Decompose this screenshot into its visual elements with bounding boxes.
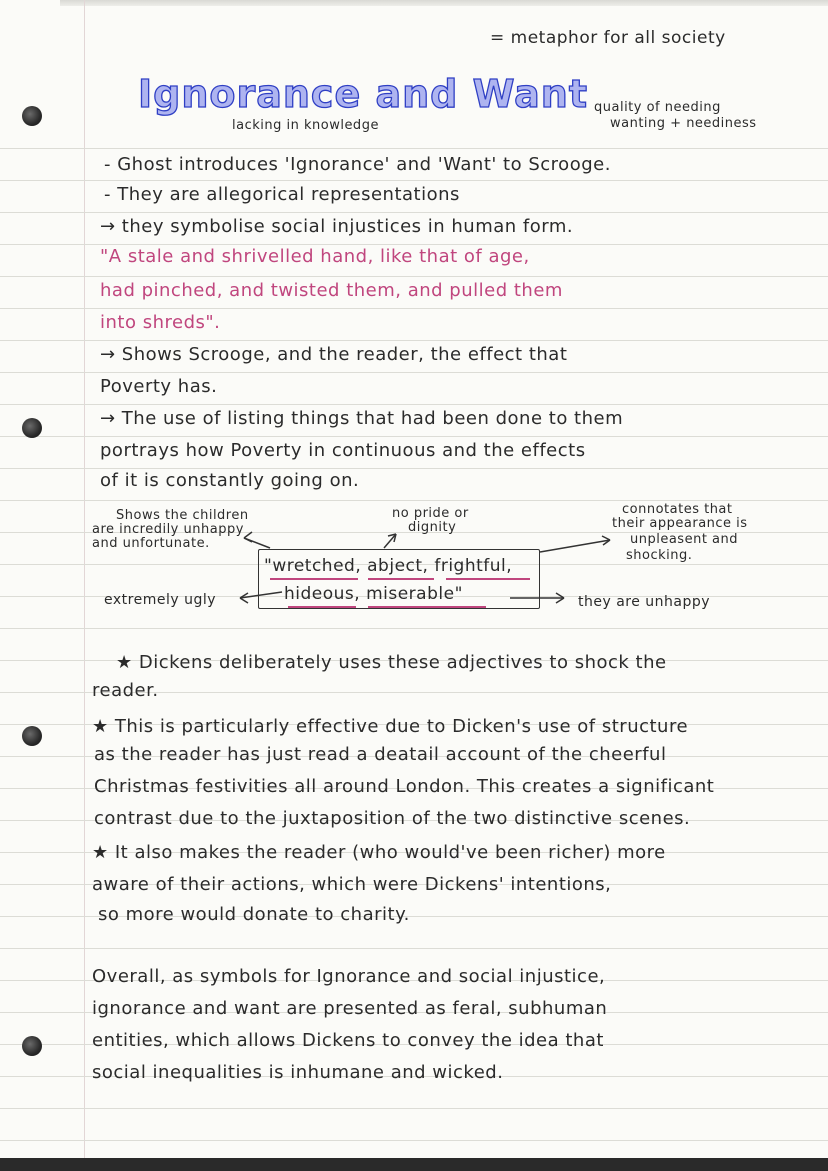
body-line: - Ghost introduces 'Ignorance' and 'Want' to Scrooge. xyxy=(104,154,611,175)
header-note: = metaphor for all society xyxy=(490,28,726,48)
analysis-line: aware of their actions, which were Dickens' intentions, xyxy=(92,874,612,895)
body-line: → they symbolise social injustices in human form. xyxy=(100,216,574,237)
page-bottom-edge xyxy=(0,1158,828,1171)
note-pride-2: dignity xyxy=(408,520,457,535)
analysis-line: so more would donate to charity. xyxy=(98,904,410,925)
quote-line: had pinched, and twisted them, and pulled them xyxy=(100,280,563,301)
note-connotes-2: their appearance is xyxy=(612,516,748,531)
quote-line: into shreds". xyxy=(100,312,221,333)
analysis-line: ★ This is particularly effective due to Dicken's use of structure xyxy=(92,716,689,737)
analysis-line: ★ Dickens deliberately uses these adjectives to shock the xyxy=(116,652,667,673)
analysis-line: Christmas festivities all around London. This creates a significant xyxy=(94,776,715,797)
body-line: of it is constantly going on. xyxy=(100,470,360,491)
note-connotes-1: connotates that xyxy=(622,502,733,517)
conclusion-line: social inequalities is inhumane and wicked. xyxy=(92,1062,504,1083)
analysis-line: reader. xyxy=(92,680,159,701)
conclusion-line: entities, which allows Dickens to convey the idea that xyxy=(92,1030,604,1051)
note-children-3: and unfortunate. xyxy=(92,536,210,551)
conclusion-line: ignorance and want are presented as feral, subhuman xyxy=(92,998,608,1019)
analysis-line: ★ It also makes the reader (who would've been richer) more xyxy=(92,842,666,863)
note-ugly: extremely ugly xyxy=(104,592,217,608)
body-line: Poverty has. xyxy=(100,376,218,397)
body-line: portrays how Poverty in continuous and the effects xyxy=(100,440,586,461)
analysis-line: as the reader has just read a deatail account of the cheerful xyxy=(94,744,667,765)
want-gloss-2: wanting + neediness xyxy=(610,116,757,131)
conclusion-line: Overall, as symbols for Ignorance and social injustice, xyxy=(92,966,606,987)
analysis-line: contrast due to the juxtaposition of the two distinctive scenes. xyxy=(94,808,691,829)
ignorance-gloss: lacking in knowledge xyxy=(232,118,379,133)
note-children-1: Shows the children xyxy=(116,508,249,523)
body-line: - They are allegorical representations xyxy=(104,184,460,205)
note-connotes-4: shocking. xyxy=(626,548,693,563)
body-line: → Shows Scrooge, and the reader, the effect that xyxy=(100,344,568,365)
adjective-quote-line-1: "wretched, abject, frightful, xyxy=(264,556,513,576)
page-title: Ignorance and Want xyxy=(138,72,589,116)
note-pride-1: no pride or xyxy=(392,506,469,521)
note-unhappy: they are unhappy xyxy=(578,594,711,610)
body-line: → The use of listing things that had been done to them xyxy=(100,408,624,429)
want-gloss-1: quality of needing xyxy=(594,100,721,115)
adjective-quote-line-2: hideous, miserable" xyxy=(284,584,463,604)
note-children-2: are incredily unhappy xyxy=(92,522,244,537)
note-connotes-3: unpleasent and xyxy=(630,532,739,547)
quote-line: "A stale and shrivelled hand, like that of age, xyxy=(100,246,530,267)
